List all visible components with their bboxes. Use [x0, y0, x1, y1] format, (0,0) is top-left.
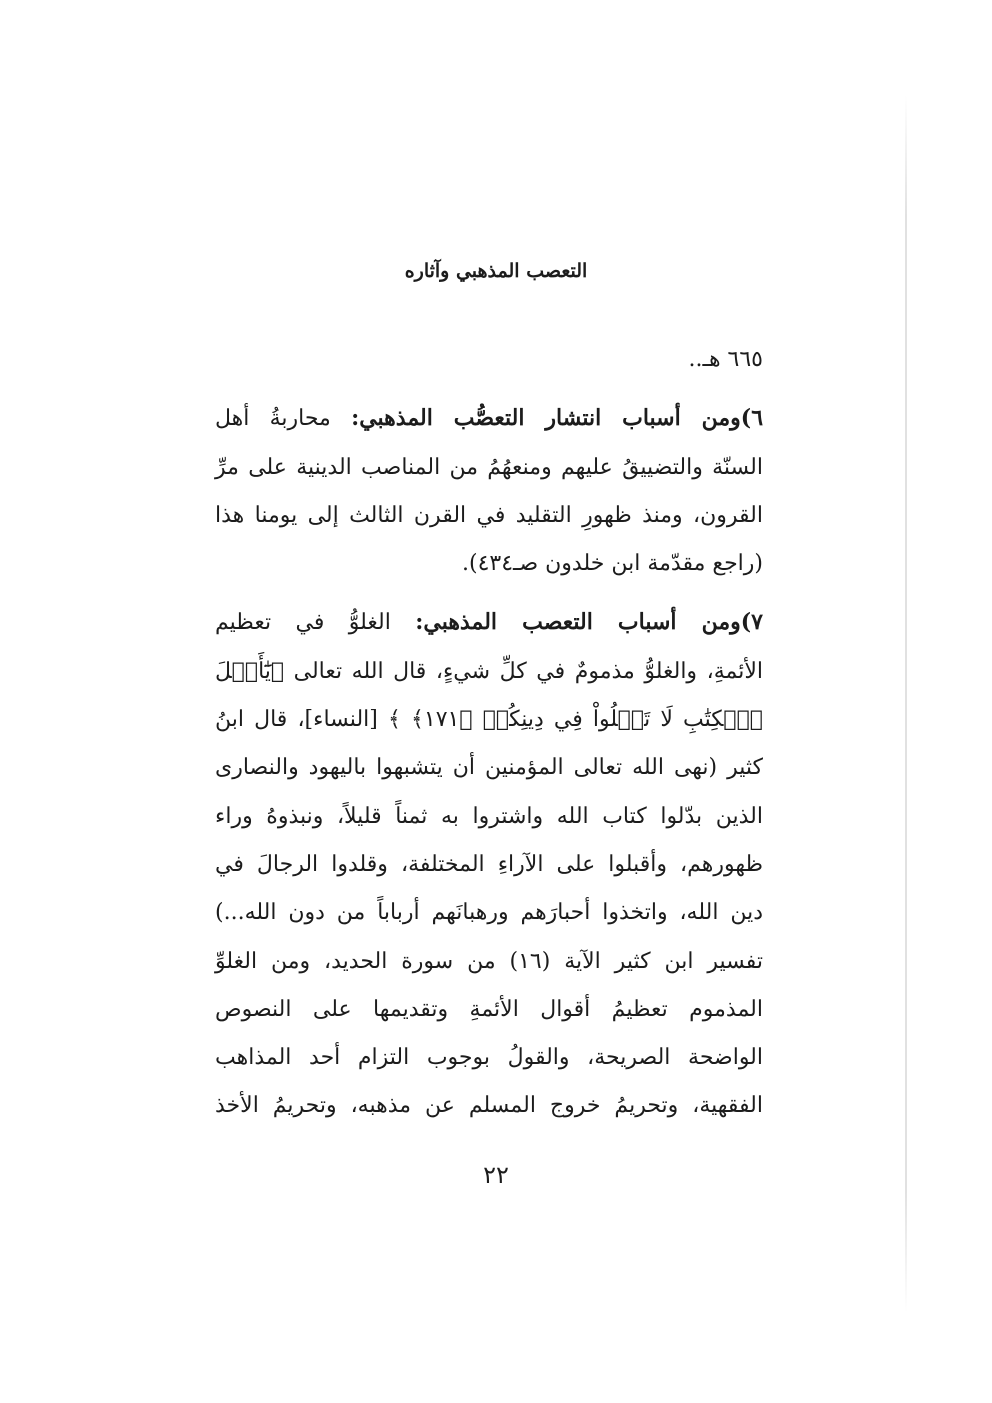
paragraph-7-line-11: الفقهية، وتحريمُ خروج المسلم عن مذهبه، وتحريمُ الأخذ	[215, 1093, 763, 1119]
paragraph-6-heading: ٦)ومن أسباب انتشار التعصُّب المذهبي:	[351, 405, 764, 432]
body-text	[215, 336, 763, 1131]
paragraph-7-line-5: الذين بدّلوا كتاب الله واشتروا به ثمناً قليلاً، ونبذوهُ وراء	[215, 803, 763, 829]
quran-verse: ٱلۡكِتَٰبِ لَا تَغۡلُواْ فِي دِينِكُمۡ ﴿١٧١﴾ ﴾	[387, 707, 764, 733]
paragraph-7-line-2: الأئمةِ، والغلوُّ مذمومٌ في كلِّ شيءٍ، قال الله تعالى ﴿يَٰٓأَهۡلَ	[215, 658, 763, 684]
intro-line: ٦٦٥ هـ..	[688, 347, 763, 372]
paragraph-7-heading: ٧)ومن أسباب التعصب المذهبي:	[415, 609, 763, 636]
running-header: التعصب المذهبي وآثاره	[404, 260, 588, 282]
paragraph-6-line-3: القرون، ومنذ ظهورِ التقليد في القرن الثالث إلى يومنا هذا	[215, 502, 763, 528]
paragraph-6-line-4: (راجع مقدّمة ابن خلدون صـ٤٣٤).	[462, 551, 763, 577]
paragraph-7-line-1	[215, 598, 763, 647]
paragraph-7-line-4: كثير (نهى الله تعالى المؤمنين أن يتشبهوا باليهود والنصارى	[215, 755, 763, 781]
paragraph-6-line-1	[215, 394, 763, 443]
paragraph-7-line-1-text: الغلوُّ في تعظيم	[215, 610, 416, 636]
paragraph-7-line-8: تفسير ابن كثير الآية (١٦) من سورة الحديد، ومن الغلوِّ	[215, 948, 763, 974]
paragraph-6-line-1-text: محاربةُ أهل	[215, 406, 352, 432]
paragraph-7-line-3-text: [النساء]، قال ابنُ	[215, 707, 388, 733]
paragraph-7-line-3	[215, 696, 763, 744]
paragraph-7-line-9: المذموم تعظيمُ أقوال الأئمةِ وتقديمها على النصوص	[215, 996, 763, 1022]
paragraph-7-line-7: دين الله، واتخذوا أحبارَهم ورهبانَهم أرباباً من دون الله...)	[215, 900, 763, 926]
paragraph-6-line-2: السنّة والتضييقُ عليهم ومنعهُمُ من المناصب الدينية على مرِّ	[215, 454, 763, 480]
paragraph-gap	[215, 384, 763, 394]
paragraph-7-line-10: الواضحة الصريحة، والقولُ بوجوب التزام أحد المذاهب	[215, 1045, 763, 1071]
paragraph-gap	[215, 588, 763, 598]
page-number: ٢٢	[483, 1161, 509, 1189]
paragraph-7-line-6: ظهورهم، وأقبلوا على الآراءِ المختلفة، وقلدوا الرجالَ في	[215, 851, 763, 877]
